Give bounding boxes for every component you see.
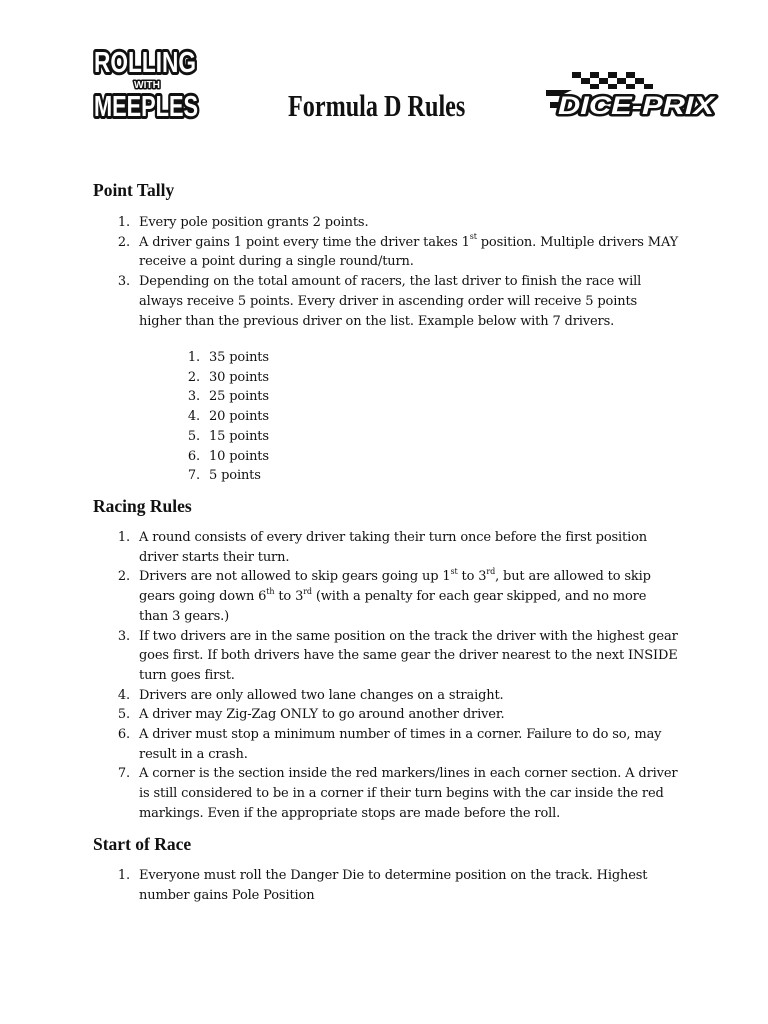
list-number: 7. <box>187 468 200 484</box>
dice-prix-logo <box>546 68 726 126</box>
list-item <box>0 528 679 567</box>
section-heading-racing-rules: Racing Rules <box>93 496 192 516</box>
list-text: A driver must stop a minimum number of times in a corner. Failure to do so, may result in a crash. <box>139 727 662 762</box>
list-item <box>0 627 679 686</box>
list-text: Everyone must roll the Danger Die to determine position on the track. Highest number gains Pole Position <box>139 868 648 903</box>
list-text: If two drivers are in the same position on the track the driver with the highest gear goes first. If both drivers have the same gear the driver nearest to the next INSIDE turn goes first. <box>139 628 678 683</box>
points-example-list <box>0 348 269 486</box>
list-item <box>0 213 679 233</box>
list-item <box>0 348 269 368</box>
list-text: A driver may Zig-Zag ONLY to go around another driver. <box>139 707 505 723</box>
list-number: 5. <box>117 707 130 723</box>
list-number: 7. <box>117 766 130 782</box>
page-title: Formula D Rules <box>288 88 466 123</box>
list-text: A round consists of every driver taking their turn once before the first position driver starts their turn. <box>139 530 648 565</box>
list-item <box>0 447 269 467</box>
list-text: Drivers are not allowed to skip gears going up 1st to 3rd, but are allowed to skip gears going down 6th to 3rd (with a penalty for each gear skipped, and no more than 3 gears.) <box>139 567 651 624</box>
list-number: 1. <box>117 868 130 883</box>
svg-text:ROLLING: ROLLING <box>94 47 196 79</box>
list-number: 2. <box>117 569 130 585</box>
list-item <box>0 866 679 905</box>
list-text: A corner is the section inside the red markers/lines in each corner section. A driver is still considered to be in a corner if their turn begins with the car inside the red markings. Even if the appropriate stops are made before the roll. <box>139 766 678 821</box>
list-number: 3. <box>187 389 200 405</box>
svg-text:DICE-PRIX: DICE-PRIX <box>558 92 716 120</box>
list-item <box>0 272 679 331</box>
list-text: 30 points <box>209 369 269 385</box>
list-number: 2. <box>187 369 200 385</box>
list-text: 35 points <box>209 350 269 365</box>
list-text: Every pole position grants 2 points. <box>139 215 369 230</box>
list-text: A driver gains 1 point every time the driver takes 1st position. Multiple drivers MAY receive a point during a single round/turn. <box>139 232 679 270</box>
list-item <box>0 764 679 823</box>
section-heading-start-of-race: Start of Race <box>93 834 192 854</box>
list-item <box>0 387 269 407</box>
svg-text:MEEPLES: MEEPLES <box>94 91 198 123</box>
list-item <box>0 567 679 626</box>
list-number: 4. <box>117 687 130 703</box>
list-number: 1. <box>117 530 130 545</box>
list-item <box>0 725 679 764</box>
list-item <box>0 427 269 447</box>
list-text: 10 points <box>209 448 269 464</box>
list-text: 25 points <box>209 389 269 405</box>
list-number: 3. <box>117 628 130 644</box>
list-number: 5. <box>187 428 200 444</box>
section-heading-point-tally: Point Tally <box>93 180 175 200</box>
start-of-race-list <box>0 866 679 905</box>
list-text: Drivers are only allowed two lane changes on a straight. <box>139 687 504 703</box>
list-item <box>0 466 269 486</box>
list-number: 3. <box>117 274 130 290</box>
list-number: 4. <box>187 409 200 425</box>
list-item <box>0 233 679 272</box>
point-tally-list <box>0 213 679 331</box>
list-item <box>0 686 679 706</box>
list-item <box>0 368 269 388</box>
list-number: 1. <box>187 350 200 365</box>
list-number: 6. <box>187 448 200 464</box>
list-number: 1. <box>117 215 130 230</box>
racing-rules-list <box>0 528 679 824</box>
svg-text:WITH: WITH <box>134 80 160 91</box>
list-item <box>0 705 679 725</box>
rolling-with-meeples-logo <box>92 42 202 122</box>
list-number: 2. <box>117 234 130 250</box>
list-item <box>0 407 269 427</box>
list-text: 5 points <box>209 468 261 484</box>
list-text: Depending on the total amount of racers, the last driver to finish the race will always receive 5 points. Every driver in ascending order will receive 5 points higher than the previous driver on the list. Example below with 7 drivers. <box>139 274 642 329</box>
list-text: 20 points <box>209 409 269 425</box>
list-text: 15 points <box>209 428 269 444</box>
list-number: 6. <box>117 727 130 743</box>
